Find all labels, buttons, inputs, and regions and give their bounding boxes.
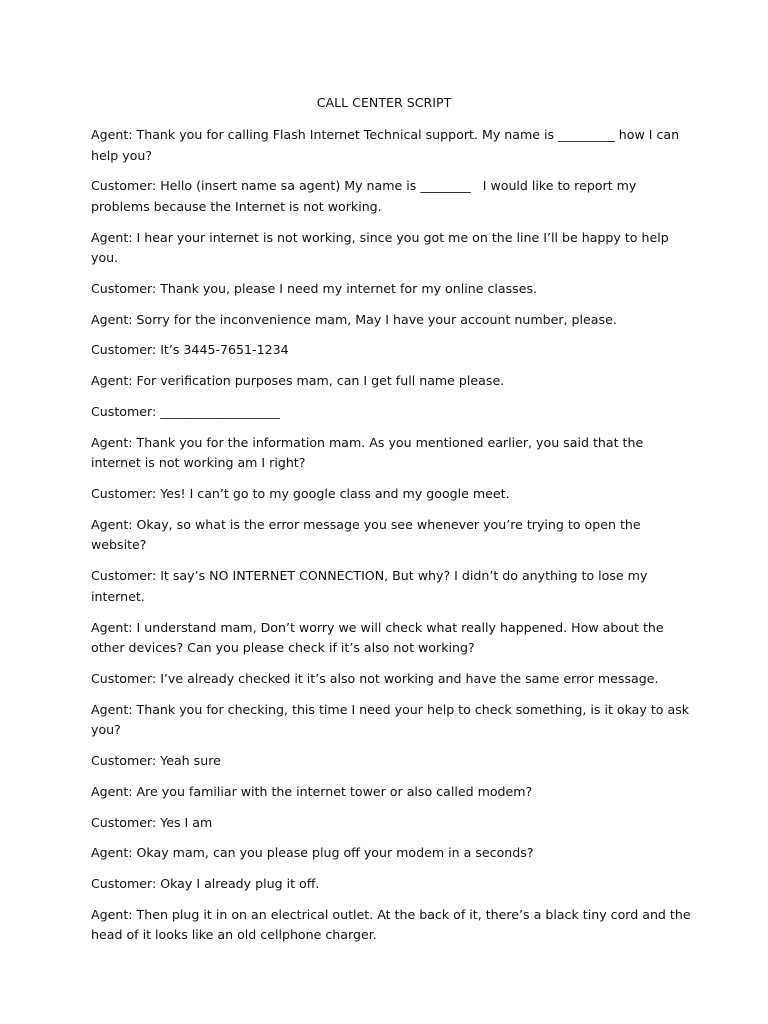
script-line: Customer: It’s 3445-7651-1234: [91, 342, 289, 358]
script-line: Agent: Thank you for checking, this time I need your help to check something, is it okay to ask you?: [91, 701, 694, 738]
document-title: CALL CENTER SCRIPT: [316, 95, 452, 110]
script-line: Agent: Sorry for the inconvenience mam, May I have your account number, please.: [91, 311, 617, 327]
script-line: Customer: Yes! I can’t go to my google class and my google meet.: [91, 486, 510, 502]
script-line: Agent: Thank you for the information mam. As you mentioned earlier, you said that the internet is not working am I right?: [91, 434, 648, 471]
script-line: Customer: Yeah sure: [91, 752, 221, 768]
script-line: Customer: Hello (insert name sa agent) My name is ________ I would like to report my problems because the Internet is not working.: [91, 178, 641, 214]
script-line: Agent: Okay, so what is the error message you see whenever you’re trying to open the website?: [91, 516, 645, 553]
script-body: [91, 125, 695, 956]
script-line: Agent: I hear your internet is not working, since you got me on the line I’ll be happy to help you.: [91, 229, 673, 266]
script-line: Customer: Okay I already plug it off.: [91, 876, 320, 892]
script-line: Agent: For verification purposes mam, can I get full name please.: [91, 373, 505, 389]
script-line: Customer: I’ve already checked it it’s also not working and have the same error message.: [91, 670, 659, 686]
script-line: Agent: Thank you for calling Flash Internet Technical support. My name is _________ how I can help you?: [91, 127, 684, 163]
script-line: Agent: Okay mam, can you please plug off your modem in a seconds?: [91, 845, 534, 861]
script-line: Agent: I understand mam, Don’t worry we will check what really happened. How about the other devices? Can you please check if it’s also not working?: [91, 619, 668, 656]
script-line: Customer: Yes I am: [91, 814, 213, 830]
script-line: Customer: ___________________: [91, 404, 280, 420]
script-line: Customer: It say’s NO INTERNET CONNECTION, But why? I didn’t do anything to lose my internet.: [91, 568, 652, 604]
script-line: Agent: Then plug it in on an electrical outlet. At the back of it, there’s a black tiny cord and the head of it looks like an old cellphone charger.: [91, 906, 695, 943]
script-line: Customer: Thank you, please I need my internet for my online classes.: [91, 280, 538, 296]
script-line: Agent: Are you familiar with the internet tower or also called modem?: [91, 783, 533, 799]
